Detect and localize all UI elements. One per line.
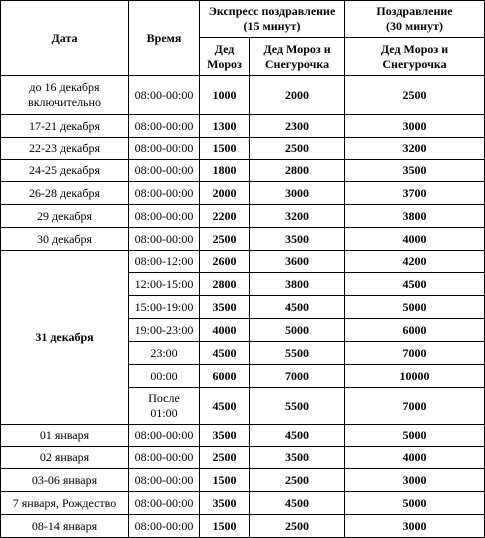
row-price-ded: 1300 xyxy=(200,115,250,138)
header-full-ded-sneg-line1: Дед Мороз и xyxy=(380,41,449,56)
row-price-full: 3700 xyxy=(345,182,485,205)
row-time: 12:00-15:00 xyxy=(129,273,200,296)
header-express-ded-line2: Мороз xyxy=(207,56,242,71)
row-price-ded-sneg: 5500 xyxy=(250,388,345,425)
row-price-ded: 1500 xyxy=(200,138,250,160)
row-price-ded-sneg: 3200 xyxy=(250,205,345,228)
row-price-ded-sneg: 3500 xyxy=(250,447,345,469)
row-price-full: 7000 xyxy=(345,388,485,425)
header-express-group xyxy=(200,1,345,38)
row-time: 08:00-00:00 xyxy=(129,182,200,205)
row-time-line2: 01:00 xyxy=(150,406,178,420)
row-date: 01 января xyxy=(1,425,129,447)
header-express-ded-sneg xyxy=(250,38,345,76)
row-price-ded-sneg: 4500 xyxy=(250,425,345,447)
row-price-ded-sneg: 2500 xyxy=(250,469,345,492)
table-row xyxy=(1,447,485,469)
row-price-ded: 4500 xyxy=(200,388,250,425)
row-price-full: 4000 xyxy=(345,228,485,251)
table-row xyxy=(1,205,485,228)
table-row xyxy=(1,115,485,138)
row-time: 08:00-00:00 xyxy=(129,515,200,538)
row-price-ded: 2600 xyxy=(200,251,250,273)
header-express-line1: Экспресс поздравление xyxy=(208,4,336,18)
row-time: 08:00-00:00 xyxy=(129,205,200,228)
row-time: 08:00-00:00 xyxy=(129,160,200,182)
table-row xyxy=(1,182,485,205)
row-time xyxy=(129,388,200,425)
row-time: 08:00-00:00 xyxy=(129,228,200,251)
row-price-ded: 1500 xyxy=(200,515,250,538)
row-date: 08-14 января xyxy=(1,515,129,538)
row-date: 29 декабря xyxy=(1,205,129,228)
row-price-ded-sneg: 2500 xyxy=(250,138,345,160)
row-time: 08:00-00:00 xyxy=(129,425,200,447)
row-price-full: 4000 xyxy=(345,447,485,469)
row-time: 08:00-00:00 xyxy=(129,115,200,138)
row-date: 03-06 января xyxy=(1,469,129,492)
table-row xyxy=(1,425,485,447)
header-express-ded-line1: Дед xyxy=(214,41,235,56)
row-price-full: 6000 xyxy=(345,319,485,342)
row-price-ded-sneg: 2300 xyxy=(250,115,345,138)
row-price-ded: 3500 xyxy=(200,425,250,447)
row-price-full: 3000 xyxy=(345,469,485,492)
row-price-ded-sneg: 4500 xyxy=(250,296,345,319)
row-time: 08:00-00:00 xyxy=(129,492,200,515)
table-row xyxy=(1,515,485,538)
header-express-ded xyxy=(200,38,250,76)
header-express-line2: (15 минут) xyxy=(243,19,301,33)
table-row xyxy=(1,76,485,115)
row-price-ded: 2800 xyxy=(200,273,250,296)
row-price-full: 3200 xyxy=(345,138,485,160)
table-row xyxy=(1,251,485,273)
row-price-full: 5000 xyxy=(345,492,485,515)
header-full-ded-sneg-line2: Снегурочка xyxy=(382,56,447,71)
row-price-full: 10000 xyxy=(345,365,485,388)
header-date: Дата xyxy=(1,1,129,76)
row-time: 08:00-00:00 xyxy=(129,76,200,115)
row-price-ded: 1500 xyxy=(200,469,250,492)
row-price-full: 5000 xyxy=(345,425,485,447)
row-price-ded-sneg: 4500 xyxy=(250,492,345,515)
row-date-dec31: 31 декабря xyxy=(1,251,129,425)
row-price-ded: 2000 xyxy=(200,182,250,205)
row-price-ded-sneg: 2000 xyxy=(250,76,345,115)
row-time: 19:00-23:00 xyxy=(129,319,200,342)
table-row xyxy=(1,160,485,182)
row-price-ded-sneg: 3600 xyxy=(250,251,345,273)
row-price-ded: 4500 xyxy=(200,342,250,365)
row-price-ded: 2200 xyxy=(200,205,250,228)
row-price-full: 3000 xyxy=(345,115,485,138)
row-date: 7 января, Рождество xyxy=(1,492,129,515)
row-time: 23:00 xyxy=(129,342,200,365)
row-price-ded-sneg: 5000 xyxy=(250,319,345,342)
row-date: 22-23 декабря xyxy=(1,138,129,160)
row-price-full: 5000 xyxy=(345,296,485,319)
row-time: 08:00-00:00 xyxy=(129,138,200,160)
row-price-ded: 3500 xyxy=(200,492,250,515)
row-time: 00:00 xyxy=(129,365,200,388)
table-row xyxy=(1,492,485,515)
row-time: 08:00-00:00 xyxy=(129,447,200,469)
row-price-ded-sneg: 3500 xyxy=(250,228,345,251)
row-price-full: 4500 xyxy=(345,273,485,296)
row-price-ded-sneg: 3000 xyxy=(250,182,345,205)
table-row xyxy=(1,469,485,492)
table-row xyxy=(1,228,485,251)
row-price-full: 4200 xyxy=(345,251,485,273)
row-price-full: 7000 xyxy=(345,342,485,365)
row-date: 24-25 декабря xyxy=(1,160,129,182)
header-time: Время xyxy=(129,1,200,76)
row-price-ded: 6000 xyxy=(200,365,250,388)
row-price-full: 3500 xyxy=(345,160,485,182)
row-date: 26-28 декабря xyxy=(1,182,129,205)
row-price-ded-sneg: 7000 xyxy=(250,365,345,388)
header-full-line2: (30 минут) xyxy=(386,19,443,33)
row-price-full: 3000 xyxy=(345,515,485,538)
table-row xyxy=(1,138,485,160)
row-price-ded: 2500 xyxy=(200,447,250,469)
row-time-line1: После xyxy=(148,391,180,405)
row-time: 08:00-12:00 xyxy=(129,251,200,273)
row-price-ded-sneg: 2800 xyxy=(250,160,345,182)
row-price-ded: 1000 xyxy=(200,76,250,115)
row-price-ded: 2500 xyxy=(200,228,250,251)
row-date: 02 января xyxy=(1,447,129,469)
row-time: 08:00-00:00 xyxy=(129,469,200,492)
header-full-line1: Поздравление xyxy=(376,4,453,18)
row-date: 17-21 декабря xyxy=(1,115,129,138)
row-price-ded-sneg: 5500 xyxy=(250,342,345,365)
header-express-ded-sneg-line2: Снегурочка xyxy=(264,56,330,71)
header-full-group xyxy=(345,1,485,38)
row-price-ded-sneg: 3800 xyxy=(250,273,345,296)
row-price-full: 3800 xyxy=(345,205,485,228)
row-price-full: 2500 xyxy=(345,76,485,115)
row-date: до 16 декабря включительно xyxy=(1,76,129,115)
header-express-ded-sneg-line1: Дед Мороз и xyxy=(263,41,331,56)
header-row-1 xyxy=(1,1,485,38)
row-date: 30 декабря xyxy=(1,228,129,251)
row-price-ded: 3500 xyxy=(200,296,250,319)
header-full-ded-sneg xyxy=(345,38,485,76)
row-price-ded: 1800 xyxy=(200,160,250,182)
row-price-ded: 4000 xyxy=(200,319,250,342)
row-price-ded-sneg: 2500 xyxy=(250,515,345,538)
row-time: 15:00-19:00 xyxy=(129,296,200,319)
